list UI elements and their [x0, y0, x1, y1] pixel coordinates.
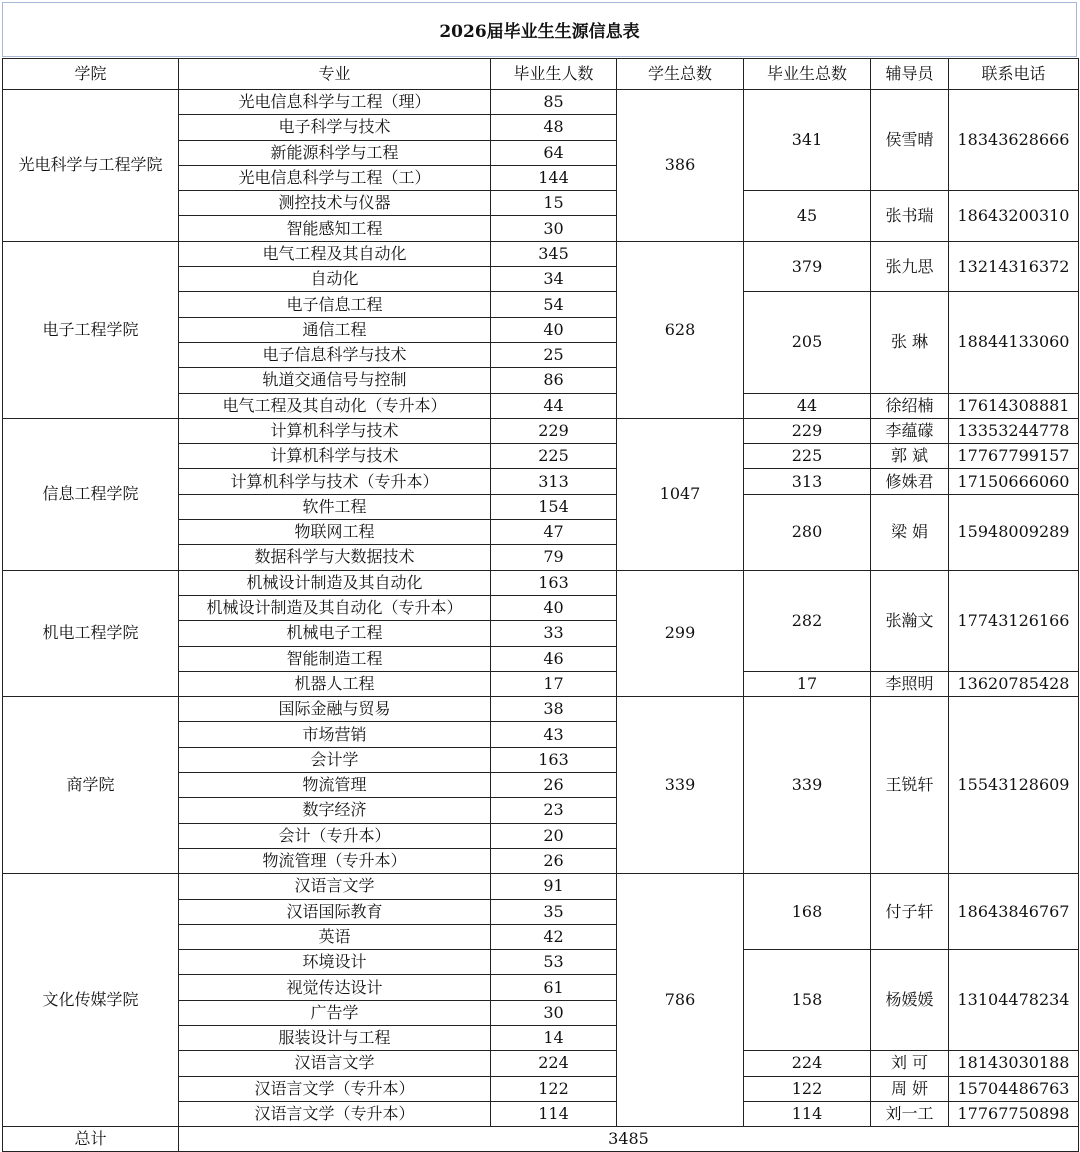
grad-count: 46: [491, 646, 617, 671]
student-total: 339: [617, 697, 744, 874]
grad-count: 154: [491, 494, 617, 519]
major-name: 机器人工程: [179, 671, 491, 696]
advisor-phone: 13353244778: [949, 418, 1079, 443]
major-name: 机械设计制造及其自动化: [179, 570, 491, 595]
major-name: 电气工程及其自动化（专升本）: [179, 393, 491, 418]
major-name: 计算机科学与技术: [179, 418, 491, 443]
grad-total: 341: [744, 90, 871, 191]
advisor-name: 付子轩: [871, 874, 949, 950]
major-name: 物流管理: [179, 773, 491, 798]
advisor-phone: 18343628666: [949, 90, 1079, 191]
major-name: 电气工程及其自动化: [179, 241, 491, 266]
grad-count: 163: [491, 747, 617, 772]
grad-count: 35: [491, 899, 617, 924]
grad-count: 313: [491, 469, 617, 494]
advisor-phone: 15948009289: [949, 494, 1079, 570]
table-row: [3, 90, 1079, 115]
grad-count: 30: [491, 1000, 617, 1025]
advisor-name: 王锐轩: [871, 697, 949, 874]
major-name: 电子信息工程: [179, 292, 491, 317]
major-name: 物流管理（专升本）: [179, 848, 491, 873]
grad-total: 379: [744, 241, 871, 292]
grad-total: 282: [744, 570, 871, 671]
table-row: [3, 874, 1079, 899]
advisor-name: 徐绍楠: [871, 393, 949, 418]
major-name: 自动化: [179, 267, 491, 292]
major-name: 计算机科学与技术（专升本）: [179, 469, 491, 494]
advisor-name: 刘 可: [871, 1051, 949, 1076]
college-name: 光电科学与工程学院: [3, 90, 179, 242]
advisor-phone: 18643846767: [949, 874, 1079, 950]
grad-total: 114: [744, 1101, 871, 1126]
major-name: 光电信息科学与工程（理）: [179, 90, 491, 115]
major-name: 机械电子工程: [179, 621, 491, 646]
grad-count: 144: [491, 165, 617, 190]
grad-count: 15: [491, 191, 617, 216]
major-name: 会计学: [179, 747, 491, 772]
major-name: 电子科学与技术: [179, 115, 491, 140]
advisor-name: 张九思: [871, 241, 949, 292]
major-name: 广告学: [179, 1000, 491, 1025]
advisor-phone: 18143030188: [949, 1051, 1079, 1076]
grad-count: 79: [491, 545, 617, 570]
grad-total: 229: [744, 418, 871, 443]
advisor-name: 李蕴礞: [871, 418, 949, 443]
major-name: 物联网工程: [179, 520, 491, 545]
grad-total: 339: [744, 697, 871, 874]
header-phone: 联系电话: [949, 59, 1079, 90]
college-name: 文化传媒学院: [3, 874, 179, 1127]
major-name: 视觉传达设计: [179, 975, 491, 1000]
major-name: 电子信息科学与技术: [179, 342, 491, 367]
grad-count: 25: [491, 342, 617, 367]
major-name: 国际金融与贸易: [179, 697, 491, 722]
grad-count: 23: [491, 798, 617, 823]
major-name: 软件工程: [179, 494, 491, 519]
major-name: 光电信息科学与工程（工）: [179, 165, 491, 190]
grad-total: 122: [744, 1076, 871, 1101]
advisor-name: 郭 斌: [871, 444, 949, 469]
student-total: 299: [617, 570, 744, 696]
advisor-name: 杨媛媛: [871, 950, 949, 1051]
grad-count: 47: [491, 520, 617, 545]
grad-count: 44: [491, 393, 617, 418]
college-name: 商学院: [3, 697, 179, 874]
table-row: [3, 697, 1079, 722]
grad-total: 225: [744, 444, 871, 469]
grad-total: 168: [744, 874, 871, 950]
major-name: 英语: [179, 924, 491, 949]
advisor-name: 刘一工: [871, 1101, 949, 1126]
college-name: 机电工程学院: [3, 570, 179, 696]
college-name: 电子工程学院: [3, 241, 179, 418]
grad-count: 61: [491, 975, 617, 1000]
major-name: 计算机科学与技术: [179, 444, 491, 469]
student-total: 386: [617, 90, 744, 242]
student-total: 786: [617, 874, 744, 1127]
advisor-name: 梁 娟: [871, 494, 949, 570]
grad-count: 114: [491, 1101, 617, 1126]
grad-count: 54: [491, 292, 617, 317]
major-name: 新能源科学与工程: [179, 140, 491, 165]
major-name: 数据科学与大数据技术: [179, 545, 491, 570]
header-student-total: 学生总数: [617, 59, 744, 90]
grad-total: 17: [744, 671, 871, 696]
grad-count: 17: [491, 671, 617, 696]
advisor-phone: 17767799157: [949, 444, 1079, 469]
major-name: 汉语言文学（专升本）: [179, 1101, 491, 1126]
grad-count: 33: [491, 621, 617, 646]
grad-count: 122: [491, 1076, 617, 1101]
grad-total: 44: [744, 393, 871, 418]
grad-count: 38: [491, 697, 617, 722]
grad-total: 224: [744, 1051, 871, 1076]
major-name: 汉语言文学（专升本）: [179, 1076, 491, 1101]
grad-count: 224: [491, 1051, 617, 1076]
table-row: [3, 570, 1079, 595]
student-total: 628: [617, 241, 744, 418]
major-name: 智能感知工程: [179, 216, 491, 241]
major-name: 测控技术与仪器: [179, 191, 491, 216]
college-name: 信息工程学院: [3, 418, 179, 570]
header-advisor: 辅导员: [871, 59, 949, 90]
grad-total: 205: [744, 292, 871, 393]
advisor-phone: 17150666060: [949, 469, 1079, 494]
major-name: 服装设计与工程: [179, 1025, 491, 1050]
graduate-info-table: [2, 58, 1079, 1152]
advisor-phone: 13214316372: [949, 241, 1079, 292]
grad-count: 64: [491, 140, 617, 165]
major-name: 环境设计: [179, 950, 491, 975]
grad-count: 163: [491, 570, 617, 595]
grad-count: 229: [491, 418, 617, 443]
grad-count: 42: [491, 924, 617, 949]
major-name: 轨道交通信号与控制: [179, 368, 491, 393]
grad-count: 91: [491, 874, 617, 899]
grad-count: 225: [491, 444, 617, 469]
header-grad-count: 毕业生人数: [491, 59, 617, 90]
advisor-phone: 13620785428: [949, 671, 1079, 696]
grad-total: 280: [744, 494, 871, 570]
grad-count: 53: [491, 950, 617, 975]
advisor-phone: 17743126166: [949, 570, 1079, 671]
major-name: 机械设计制造及其自动化（专升本）: [179, 595, 491, 620]
major-name: 智能制造工程: [179, 646, 491, 671]
student-total: 1047: [617, 418, 744, 570]
total-label: 总计: [3, 1127, 179, 1152]
major-name: 会计（专升本）: [179, 823, 491, 848]
grad-total: 158: [744, 950, 871, 1051]
advisor-name: 张 琳: [871, 292, 949, 393]
grad-count: 26: [491, 848, 617, 873]
grad-count: 20: [491, 823, 617, 848]
advisor-phone: 13104478234: [949, 950, 1079, 1051]
advisor-phone: 18643200310: [949, 191, 1079, 242]
advisor-name: 周 妍: [871, 1076, 949, 1101]
grad-count: 86: [491, 368, 617, 393]
grad-count: 34: [491, 267, 617, 292]
advisor-phone: 17614308881: [949, 393, 1079, 418]
grad-total: 45: [744, 191, 871, 242]
grad-count: 85: [491, 90, 617, 115]
advisor-name: 侯雪晴: [871, 90, 949, 191]
grad-count: 345: [491, 241, 617, 266]
major-name: 数字经济: [179, 798, 491, 823]
advisor-name: 张书瑞: [871, 191, 949, 242]
advisor-phone: 18844133060: [949, 292, 1079, 393]
total-value: 3485: [179, 1127, 1079, 1152]
major-name: 市场营销: [179, 722, 491, 747]
advisor-name: 李照明: [871, 671, 949, 696]
grad-count: 48: [491, 115, 617, 140]
advisor-name: 修姝君: [871, 469, 949, 494]
grad-count: 26: [491, 773, 617, 798]
grad-count: 43: [491, 722, 617, 747]
major-name: 通信工程: [179, 317, 491, 342]
header-row: [3, 59, 1079, 90]
grad-count: 14: [491, 1025, 617, 1050]
advisor-phone: 17767750898: [949, 1101, 1079, 1126]
header-college: 学院: [3, 59, 179, 90]
table-row: [3, 241, 1079, 266]
advisor-name: 张瀚文: [871, 570, 949, 671]
grad-count: 30: [491, 216, 617, 241]
major-name: 汉语言文学: [179, 1051, 491, 1076]
grad-count: 40: [491, 595, 617, 620]
major-name: 汉语国际教育: [179, 899, 491, 924]
advisor-phone: 15704486763: [949, 1076, 1079, 1101]
major-name: 汉语言文学: [179, 874, 491, 899]
table-row: [3, 418, 1079, 443]
header-major: 专业: [179, 59, 491, 90]
grad-total: 313: [744, 469, 871, 494]
header-grad-total: 毕业生总数: [744, 59, 871, 90]
total-row: [3, 1127, 1079, 1152]
grad-count: 40: [491, 317, 617, 342]
advisor-phone: 15543128609: [949, 697, 1079, 874]
table-title: 2026届毕业生生源信息表: [2, 2, 1077, 57]
